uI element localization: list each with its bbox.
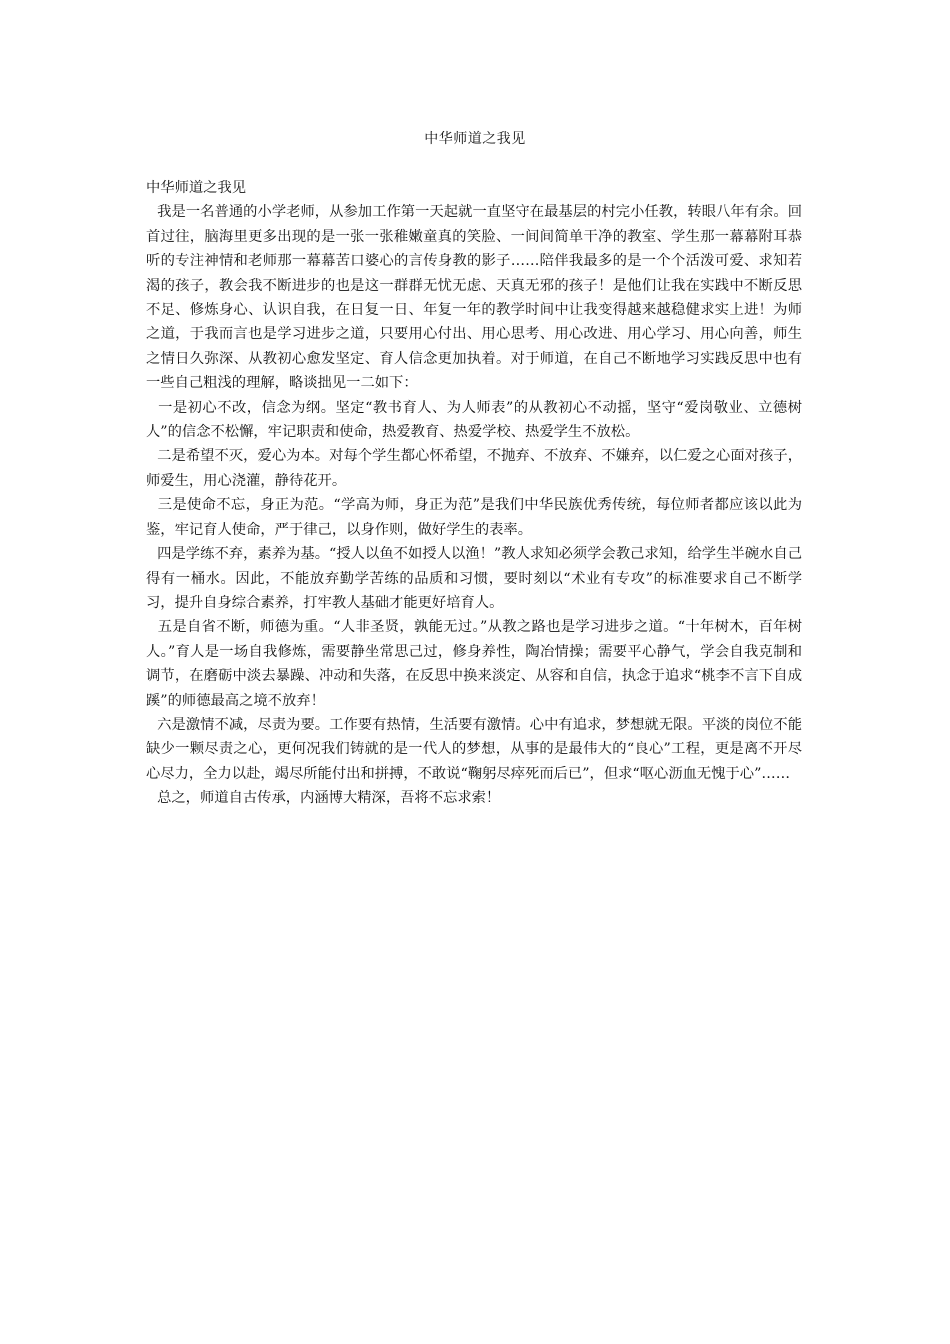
paragraph-point-2: 二是希望不灭，爱心为本。对每个学生都心怀希望，不抛弃、不放弃、不嫌弃，以仁爱之心面对孩子，师爱生，用心浇灌，静待花开。 (146, 448, 803, 489)
paragraph-conclusion: 总之，师道自古传承，内涵博大精深，吾将不忘求索！ (157, 790, 501, 807)
paragraph-point-5: 五是自省不断，师德为重。“人非圣贤，孰能无过。”从教之路也是学习进步之道。“十年树木，百年树人。”育人是一场自我修炼，需要静坐常思己过，修身养性，陶冶情操；需要平心静气，学会自我克制和调节，在磨砺中淡去暴躁、冲动和失落，在反思中换来淡定、从容和自信，执念于追求“桃李不言下自成蹊”的师德最高之境不放弃！ (146, 619, 802, 709)
document-subtitle: 中华师道之我见 (146, 180, 247, 196)
paragraph-point-3: 三是使命不忘，身正为范。“学高为师，身正为范”是我们中华民族优秀传统，每位师者都应该以此为鉴，牢记育人使命，严于律己，以身作则，做好学生的表率。 (146, 497, 802, 538)
paragraph-point-1: 一是初心不改，信念为纲。坚定“教书育人、为人师表”的从教初心不动摇，坚守“爱岗敬业、立德树人”的信念不松懈，牢记职责和使命，热爱教育、热爱学校、热爱学生不放松。 (146, 399, 802, 441)
document-title: 中华师道之我见 (424, 131, 526, 147)
paragraph-intro: 我是一名普通的小学老师，从参加工作第一天起就一直坚守在最基层的村完小任教，转眼八年有余。回首过往，脑海里更多出现的是一张一张稚嫩童真的笑脸、一间间简单干净的教室、学生那一幕幕附耳恭听的专注神情和老师那一幕幕苦口婆心的言传身教的影子……陪伴我最多的是一个个活泼可爱、求知若渴的孩子，教会我不断进步的也是这一群群无忧无虑、天真无邪的孩子！是他们让我在实践中不断反思不足、修炼身心、认识自我，在日复一日、年复一年的教学时间中让我变得越来越稳健求实上进！为师之道，于我而言也是学习进步之道，只要用心付出、用心思考、用心改进、用心学习、用心向善，师生之情日久弥深、从教初心愈发坚定、育人信念更加执着。对于师道，在自己不断地学习实践反思中也有一些自己粗浅的理解，略谈拙见一二如下： (146, 204, 803, 392)
paragraph-point-6: 六是激情不减，尽责为要。工作要有热情，生活要有激情。心中有追求，梦想就无限。平淡的岗位不能缺少一颗尽责之心，更何况我们铸就的是一代人的梦想，从事的是最伟大的“良心”工程，更是离不开尽心尽力，全力以赴，竭尽所能付出和拼搏，不敢说“鞠躬尽瘁死而后已”，但求“呕心沥血无愧于心”…… (146, 716, 803, 782)
paragraph-point-4: 四是学练不弃，素养为基。“授人以鱼不如授人以渔！”教人求知必须学会教己求知，给学生半碗水自己得有一桶水。因此，不能放弃勤学苦练的品质和习惯，要时刻以“术业有专攻”的标准要求自己不断学习，提升自身综合素养，打牢教人基础才能更好培育人。 (146, 546, 802, 611)
document-body (146, 176, 802, 811)
